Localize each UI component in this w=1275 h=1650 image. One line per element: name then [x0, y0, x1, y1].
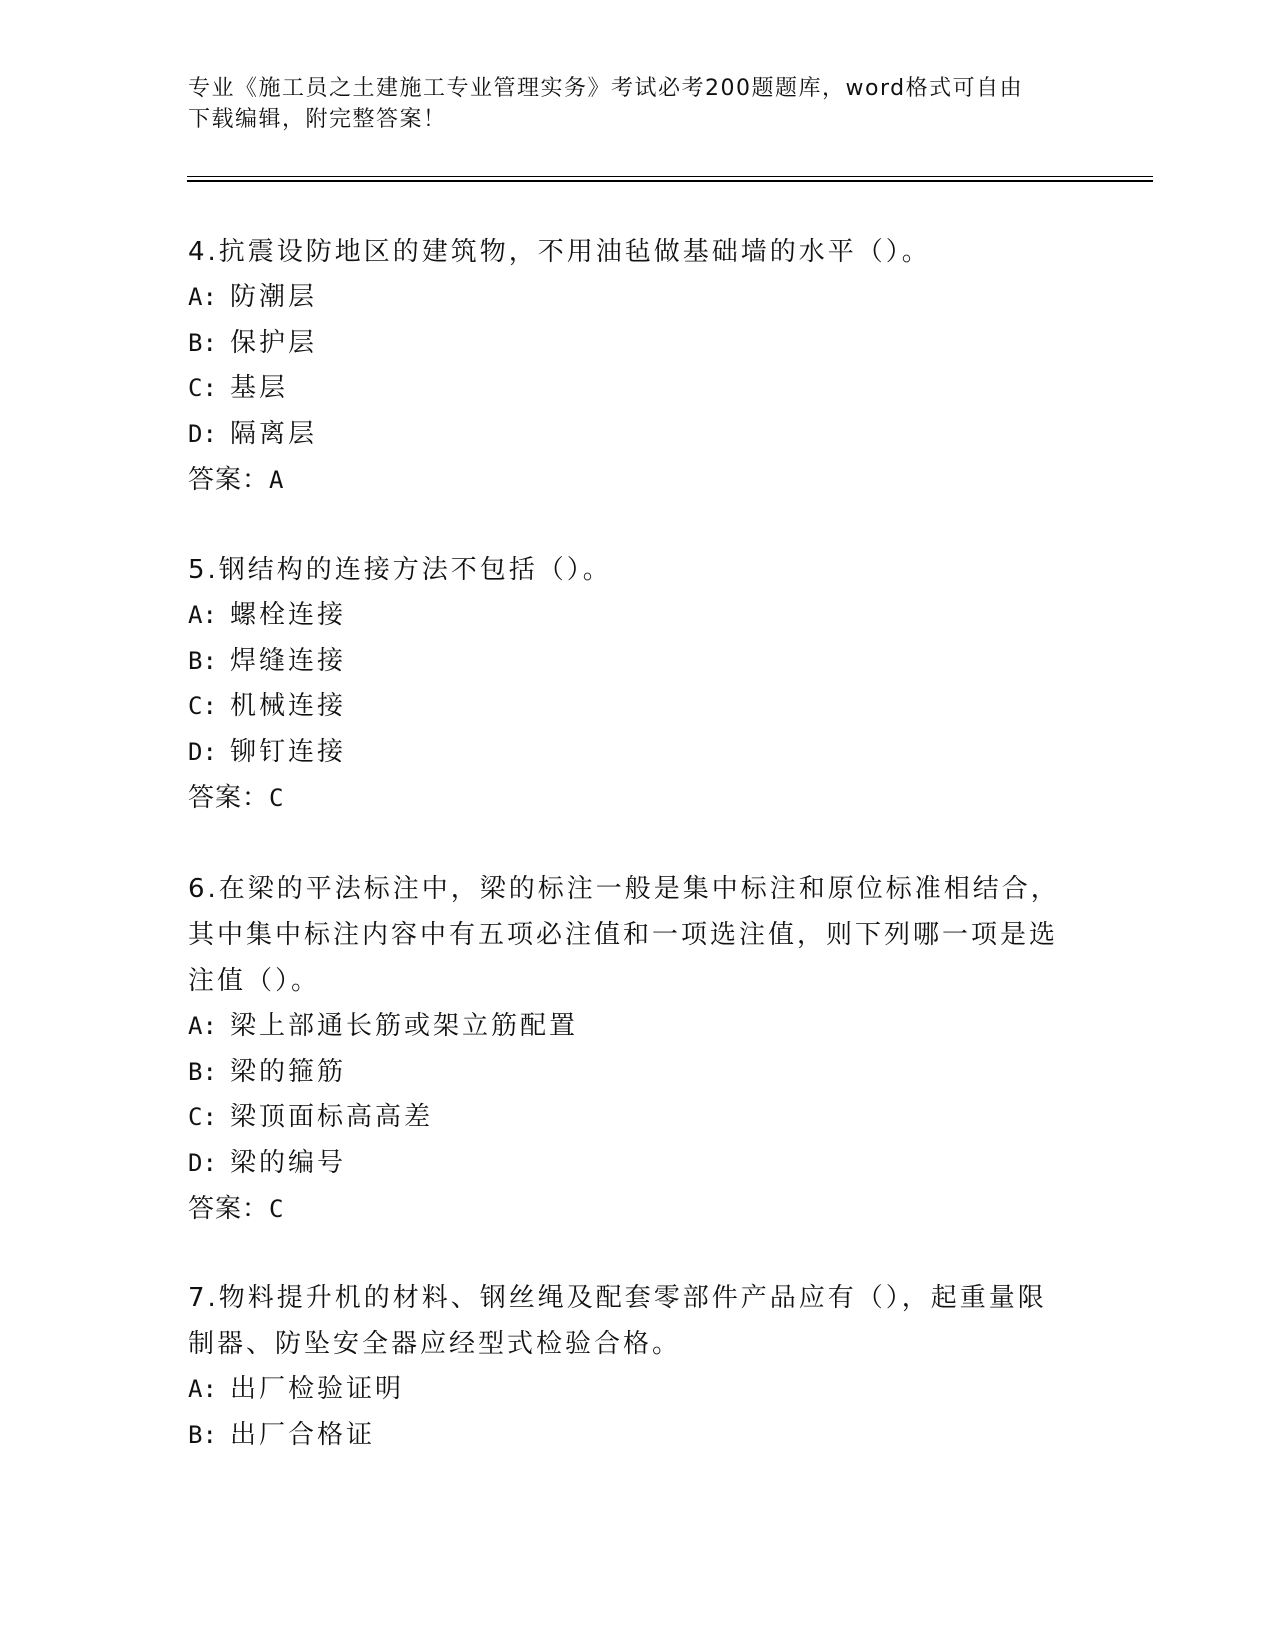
option-letter: B: — [188, 1057, 217, 1086]
header-divider-thin — [187, 176, 1153, 177]
stem-line: 其中集中标注内容中有五项必注值和一项选注值，则下列哪一项是选 — [188, 920, 1059, 950]
option-letter: A: — [188, 283, 217, 311]
question-stem — [188, 1275, 1088, 1367]
option-text: 保护层 — [230, 327, 318, 358]
option-b — [188, 1050, 1088, 1096]
question-5 — [188, 547, 1088, 821]
option-a — [188, 275, 1088, 321]
option-b — [188, 1413, 1088, 1459]
stem-line: 7.物料提升机的材料、钢丝绳及配套零部件产品应有（），起重量限 — [188, 1283, 1047, 1313]
question-stem — [188, 866, 1088, 1004]
option-b — [188, 639, 1088, 685]
option-letter: D: — [188, 419, 217, 448]
stem-line: 5.钢结构的连接方法不包括（）。 — [188, 555, 612, 585]
option-text: 机械连接 — [230, 691, 347, 721]
stem-line: 制器、防坠安全器应经型式检验合格。 — [188, 1329, 682, 1359]
option-letter: B: — [188, 1420, 217, 1449]
answer-value: C — [269, 784, 285, 812]
option-c — [188, 684, 1088, 730]
option-text: 梁上部通长筋或架立筋配置 — [230, 1011, 579, 1041]
option-d — [188, 1141, 1088, 1187]
answer-value: C — [269, 1195, 285, 1223]
header-divider-thick — [187, 180, 1153, 182]
option-letter: D: — [188, 1148, 217, 1177]
question-stem — [188, 547, 1088, 593]
option-letter: A: — [188, 601, 217, 629]
option-text: 梁的编号 — [230, 1147, 347, 1178]
option-a — [188, 1367, 1088, 1413]
option-letter: B: — [188, 328, 217, 357]
option-d — [188, 412, 1088, 458]
answer-value: A — [269, 466, 285, 494]
option-c — [188, 1095, 1088, 1141]
option-d — [188, 730, 1088, 776]
option-letter: C: — [188, 1103, 217, 1131]
document-header — [188, 73, 1068, 135]
question-4 — [188, 229, 1088, 503]
option-letter: D: — [188, 737, 217, 766]
option-text: 隔离层 — [230, 418, 318, 449]
option-text: 防潮层 — [230, 282, 318, 312]
option-b — [188, 321, 1088, 367]
option-a — [188, 593, 1088, 639]
header-line-1: 专业《施工员之土建施工专业管理实务》考试必考200题题库，word格式可自由 — [188, 76, 1024, 101]
option-text: 出厂检验证明 — [230, 1374, 405, 1404]
option-c — [188, 366, 1088, 412]
option-letter: C: — [188, 692, 217, 720]
question-stem — [188, 229, 1088, 275]
option-text: 出厂合格证 — [230, 1419, 376, 1450]
option-letter: A: — [188, 1375, 217, 1403]
option-a — [188, 1004, 1088, 1050]
question-7 — [188, 1275, 1088, 1458]
option-text: 铆钉连接 — [230, 736, 347, 767]
header-line-2: 下载编辑，附完整答案！ — [188, 107, 447, 132]
stem-line: 4.抗震设防地区的建筑物，不用油毡做基础墙的水平（）。 — [188, 237, 931, 267]
stem-line: 6.在梁的平法标注中，梁的标注一般是集中标注和原位标准相结合， — [188, 874, 1060, 904]
option-letter: C: — [188, 374, 217, 402]
option-letter: A: — [188, 1012, 217, 1040]
option-text: 梁顶面标高高差 — [230, 1102, 434, 1132]
option-text: 基层 — [230, 373, 289, 403]
answer-label: 答案： — [188, 465, 270, 495]
stem-line: 注值（）。 — [188, 966, 321, 996]
option-text: 焊缝连接 — [230, 645, 347, 676]
answer-label: 答案： — [188, 783, 270, 813]
option-letter: B: — [188, 646, 217, 675]
answer — [188, 457, 1088, 503]
question-6 — [188, 866, 1088, 1232]
answer — [188, 775, 1088, 821]
option-text: 梁的箍筋 — [230, 1056, 347, 1087]
answer-label: 答案： — [188, 1194, 270, 1224]
option-text: 螺栓连接 — [230, 600, 347, 630]
answer — [188, 1186, 1088, 1232]
